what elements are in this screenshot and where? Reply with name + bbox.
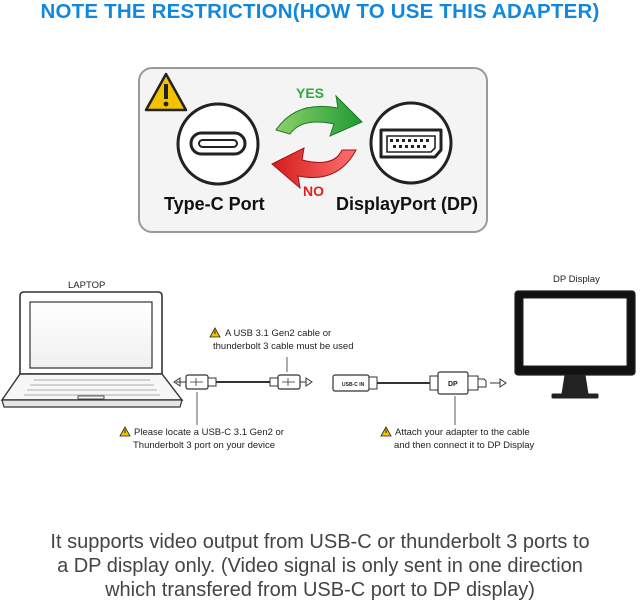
yes-arrow-icon bbox=[276, 96, 362, 136]
adapter-note-line2: and then connect it to DP Display bbox=[394, 440, 535, 451]
typec-label: Type-C Port bbox=[164, 194, 265, 214]
monitor-icon bbox=[515, 291, 635, 398]
cable-note-line2: thunderbolt 3 cable must be used bbox=[213, 341, 354, 352]
footer-note bbox=[0, 530, 640, 602]
cable-icon bbox=[174, 375, 312, 389]
cable-note bbox=[213, 327, 354, 353]
cable-note-line1: A USB 3.1 Gen2 cable or bbox=[225, 328, 332, 339]
port-note bbox=[134, 426, 284, 452]
adapter-text: USB-C IN bbox=[342, 382, 365, 388]
display-label: DP Display bbox=[553, 274, 600, 285]
no-label: NO bbox=[303, 183, 324, 199]
displayport-icon bbox=[371, 103, 451, 183]
adapter-note-line1: Attach your adapter to the cable bbox=[395, 427, 530, 438]
displayport-label: DisplayPort (DP) bbox=[336, 194, 479, 214]
laptop-icon bbox=[2, 292, 182, 407]
footer-line3: which transfered from USB-C port to DP display) bbox=[105, 579, 535, 601]
warning-icon bbox=[146, 74, 186, 110]
port-note-line2: Thunderbolt 3 port on your device bbox=[133, 440, 276, 451]
footer-line2: a DP display only. (Video signal is only sent in one direction bbox=[57, 555, 583, 577]
usb-c-port-icon bbox=[178, 104, 258, 184]
dp-text: DP bbox=[448, 381, 458, 388]
port-note-line1: Please locate a USB-C 3.1 Gen2 or bbox=[134, 427, 284, 438]
callout-lines bbox=[197, 357, 455, 425]
warning-icon bbox=[210, 328, 220, 337]
page-title: NOTE THE RESTRICTION(HOW TO USE THIS ADAPTER) bbox=[40, 0, 600, 23]
footer-line1: It supports video output from USB-C or thunderbolt 3 ports to bbox=[50, 531, 590, 553]
yes-label: YES bbox=[296, 85, 325, 101]
no-arrow-icon bbox=[272, 148, 356, 188]
adapter-note bbox=[395, 426, 534, 452]
warning-icon bbox=[381, 427, 391, 436]
warning-icon bbox=[120, 427, 130, 436]
laptop-label: LAPTOP bbox=[68, 280, 106, 291]
